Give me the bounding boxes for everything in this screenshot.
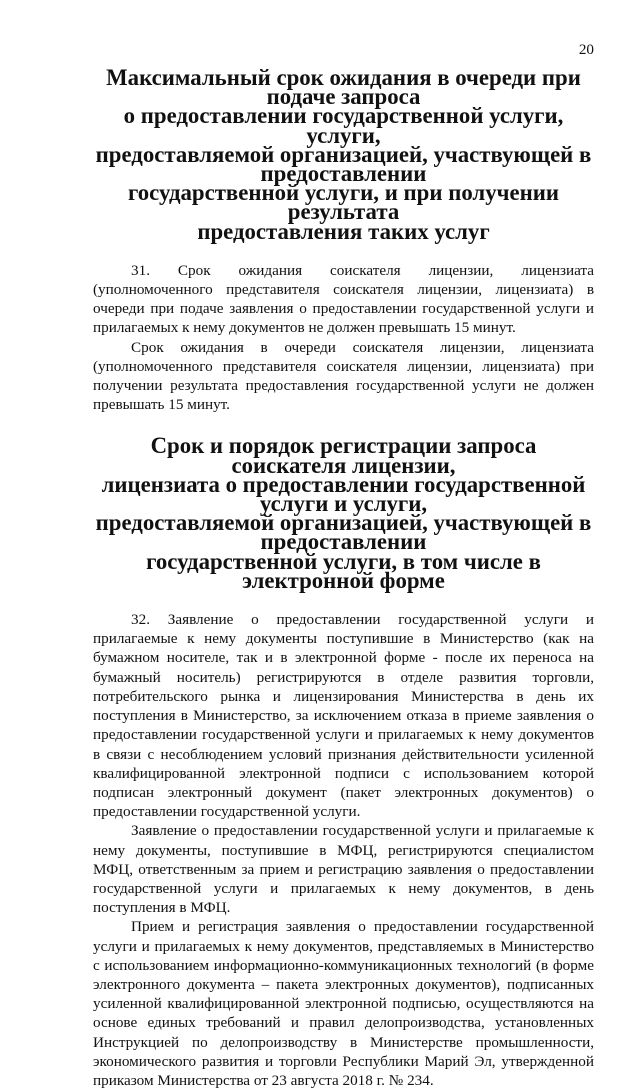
- paragraph-32: 32. Заявление о предоставлении государственной услуги и прилагаемые к нему документы поступившие в Министерство (как на бумажном носителе, так и в электронной форме - после их переноса на бумажный носитель) регистрируются в отделе развития торговли, потребительского рынка и лицензирования Министерства в день их поступления в Министерство, за исключением отказа в приеме заявления о предоставлении государственной услуги и прилагаемых к нему документов в связи с несоблюдением условий признания действительности усиленной квалифицированной электронной подписи с использованием которой подписан электронный документ (пакет электронных документов) о предоставлении государственной услуги.: [93, 611, 594, 821]
- page-number: 20: [578, 41, 594, 58]
- paragraph-31-continued: Срок ожидания в очереди соискателя лицензии, лицензиата (уполномоченного представителя соискателя лицензии, лицензиата) при получении результата предоставления государственной услуги не должен превышать 15 минут.: [93, 338, 594, 414]
- paragraph-32-mfc: Заявление о предоставлении государственной услуги и прилагаемые к нему документы, поступившие в МФЦ, регистрируются специалистом МФЦ, ответственным за прием и регистрацию заявления о предоставлении государственной услуги и прилагаемых к нему документов, в день поступления в МФЦ.: [93, 822, 594, 917]
- section-heading-registration: Срок и порядок регистрации запроса соискателя лицензии, лицензиата о предоставлении государственной услуги и услуги, предоставляемой организацией, участвующей в предоставлении государственной услуги, в том числе в электронной форме: [95, 433, 592, 593]
- paragraph-31: 31. Срок ожидания соискателя лицензии, лицензиата (уполномоченного представителя соискателя лицензии, лицензиата) в очереди при подаче заявления о предоставлении государственной услуги и прилагаемых к нему документов не должен превышать 15 минут.: [93, 261, 594, 337]
- section-heading-waiting-time: Максимальный срок ожидания в очереди при подаче запроса о предоставлении государственной услуги, услуги, предоставляемой организацией, участвующей в предоставлении государственной услуги, и при получении результата предоставления таких услуг: [95, 65, 592, 244]
- paragraph-32-electronic: Прием и регистрация заявления о предоставлении государственной услуги и прилагаемых к нему документов, представляемых в Министерство с использованием информационно-коммуникационных технологий (в форме электронного документа – пакета электронных документов), подписанных усиленной квалифицированной электронной подписью, осуществляются на основе единых требований и правил делопроизводства, установленных Инструкцией по делопроизводству в Министерстве промышленности, экономического развития и торговли Республики Марий Эл, утвержденной приказом Министерства от 23 августа 2018 г. № 234.: [93, 918, 594, 1089]
